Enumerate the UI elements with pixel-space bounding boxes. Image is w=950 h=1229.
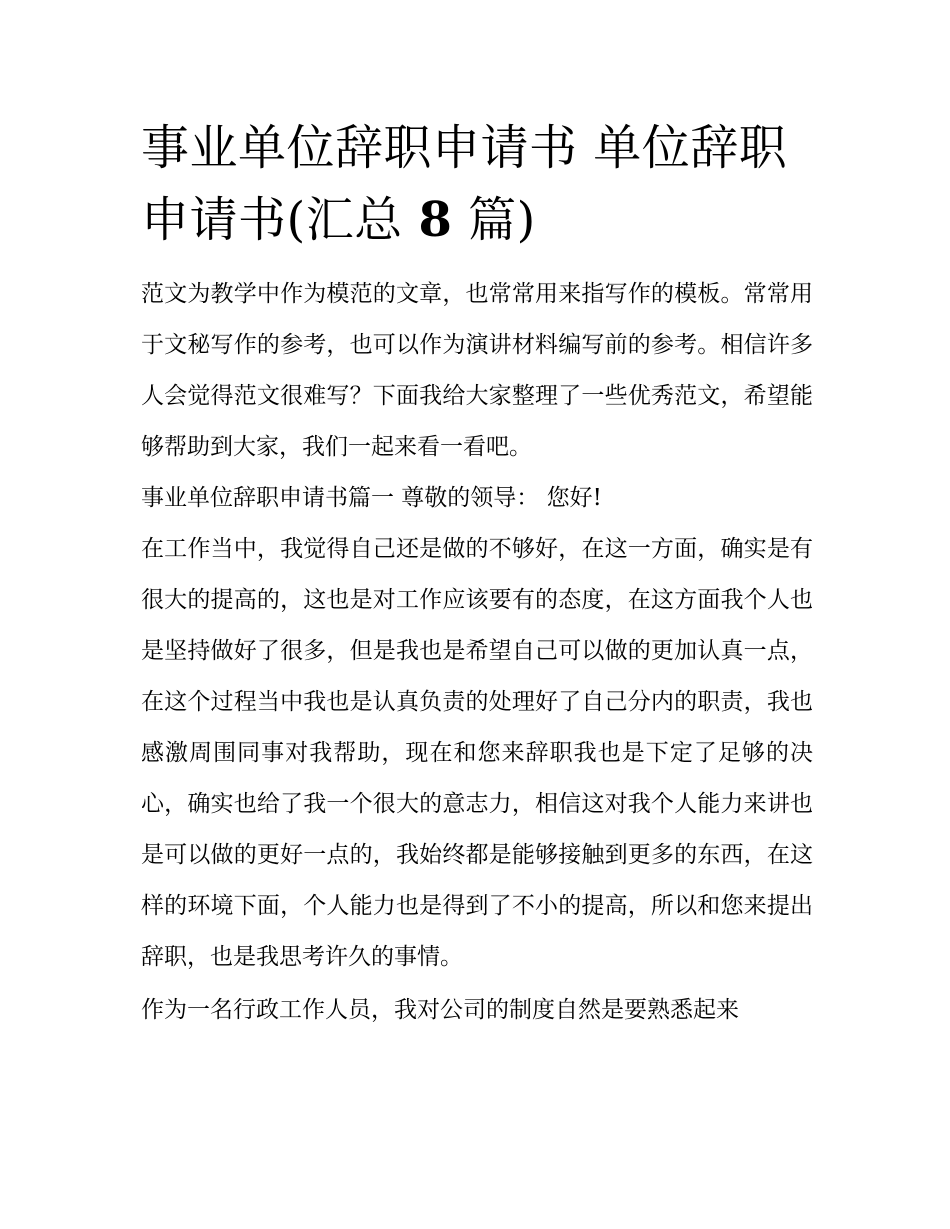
document-title: [141, 112, 813, 256]
body-paragraph: 在工作当中，我觉得自己还是做的不够好，在这一方面，确实是有很大的提高的，这也是对工作应该要有的态度，在这方面我个人也是坚持做好了很多，但是我也是希望自己可以做的更加认真一点，在这个过程当中我也是认真负责的处理好了自己分内的职责，我也感激周围同事对我帮助，现在和您来辞职我也是下定了足够的决心，确实也给了我一个很大的意志力，相信这对我个人能力来讲也是可以做的更好一点的，我始终都是能够接触到更多的东西，在这样的环境下面，个人能力也是得到了不小的提高，所以和您来提出辞职，也是我思考许久的事情。: [141, 536, 813, 970]
intro-paragraph: 范文为教学中作为模范的文章，也常常用来指写作的模板。常常用于文秘写作的参考，也可以作为演讲材料编写前的参考。相信许多人会觉得范文很难写？下面我给大家整理了一些优秀范文，希望能够帮助到大家，我们一起来看一看吧。: [141, 281, 813, 460]
document-title-text: 事业单位辞职申请书 单位辞职申请书(汇总: [141, 120, 788, 248]
section-heading-paragraph: 事业单位辞职申请书篇一 尊敬的领导： 您好!: [141, 485, 602, 511]
body-paragraph: 作为一名行政工作人员，我对公司的制度自然是要熟悉起来: [141, 997, 739, 1023]
document-title-number: 8: [418, 192, 453, 248]
document-title-suffix: 篇): [452, 192, 536, 248]
document-content: [141, 112, 813, 1036]
